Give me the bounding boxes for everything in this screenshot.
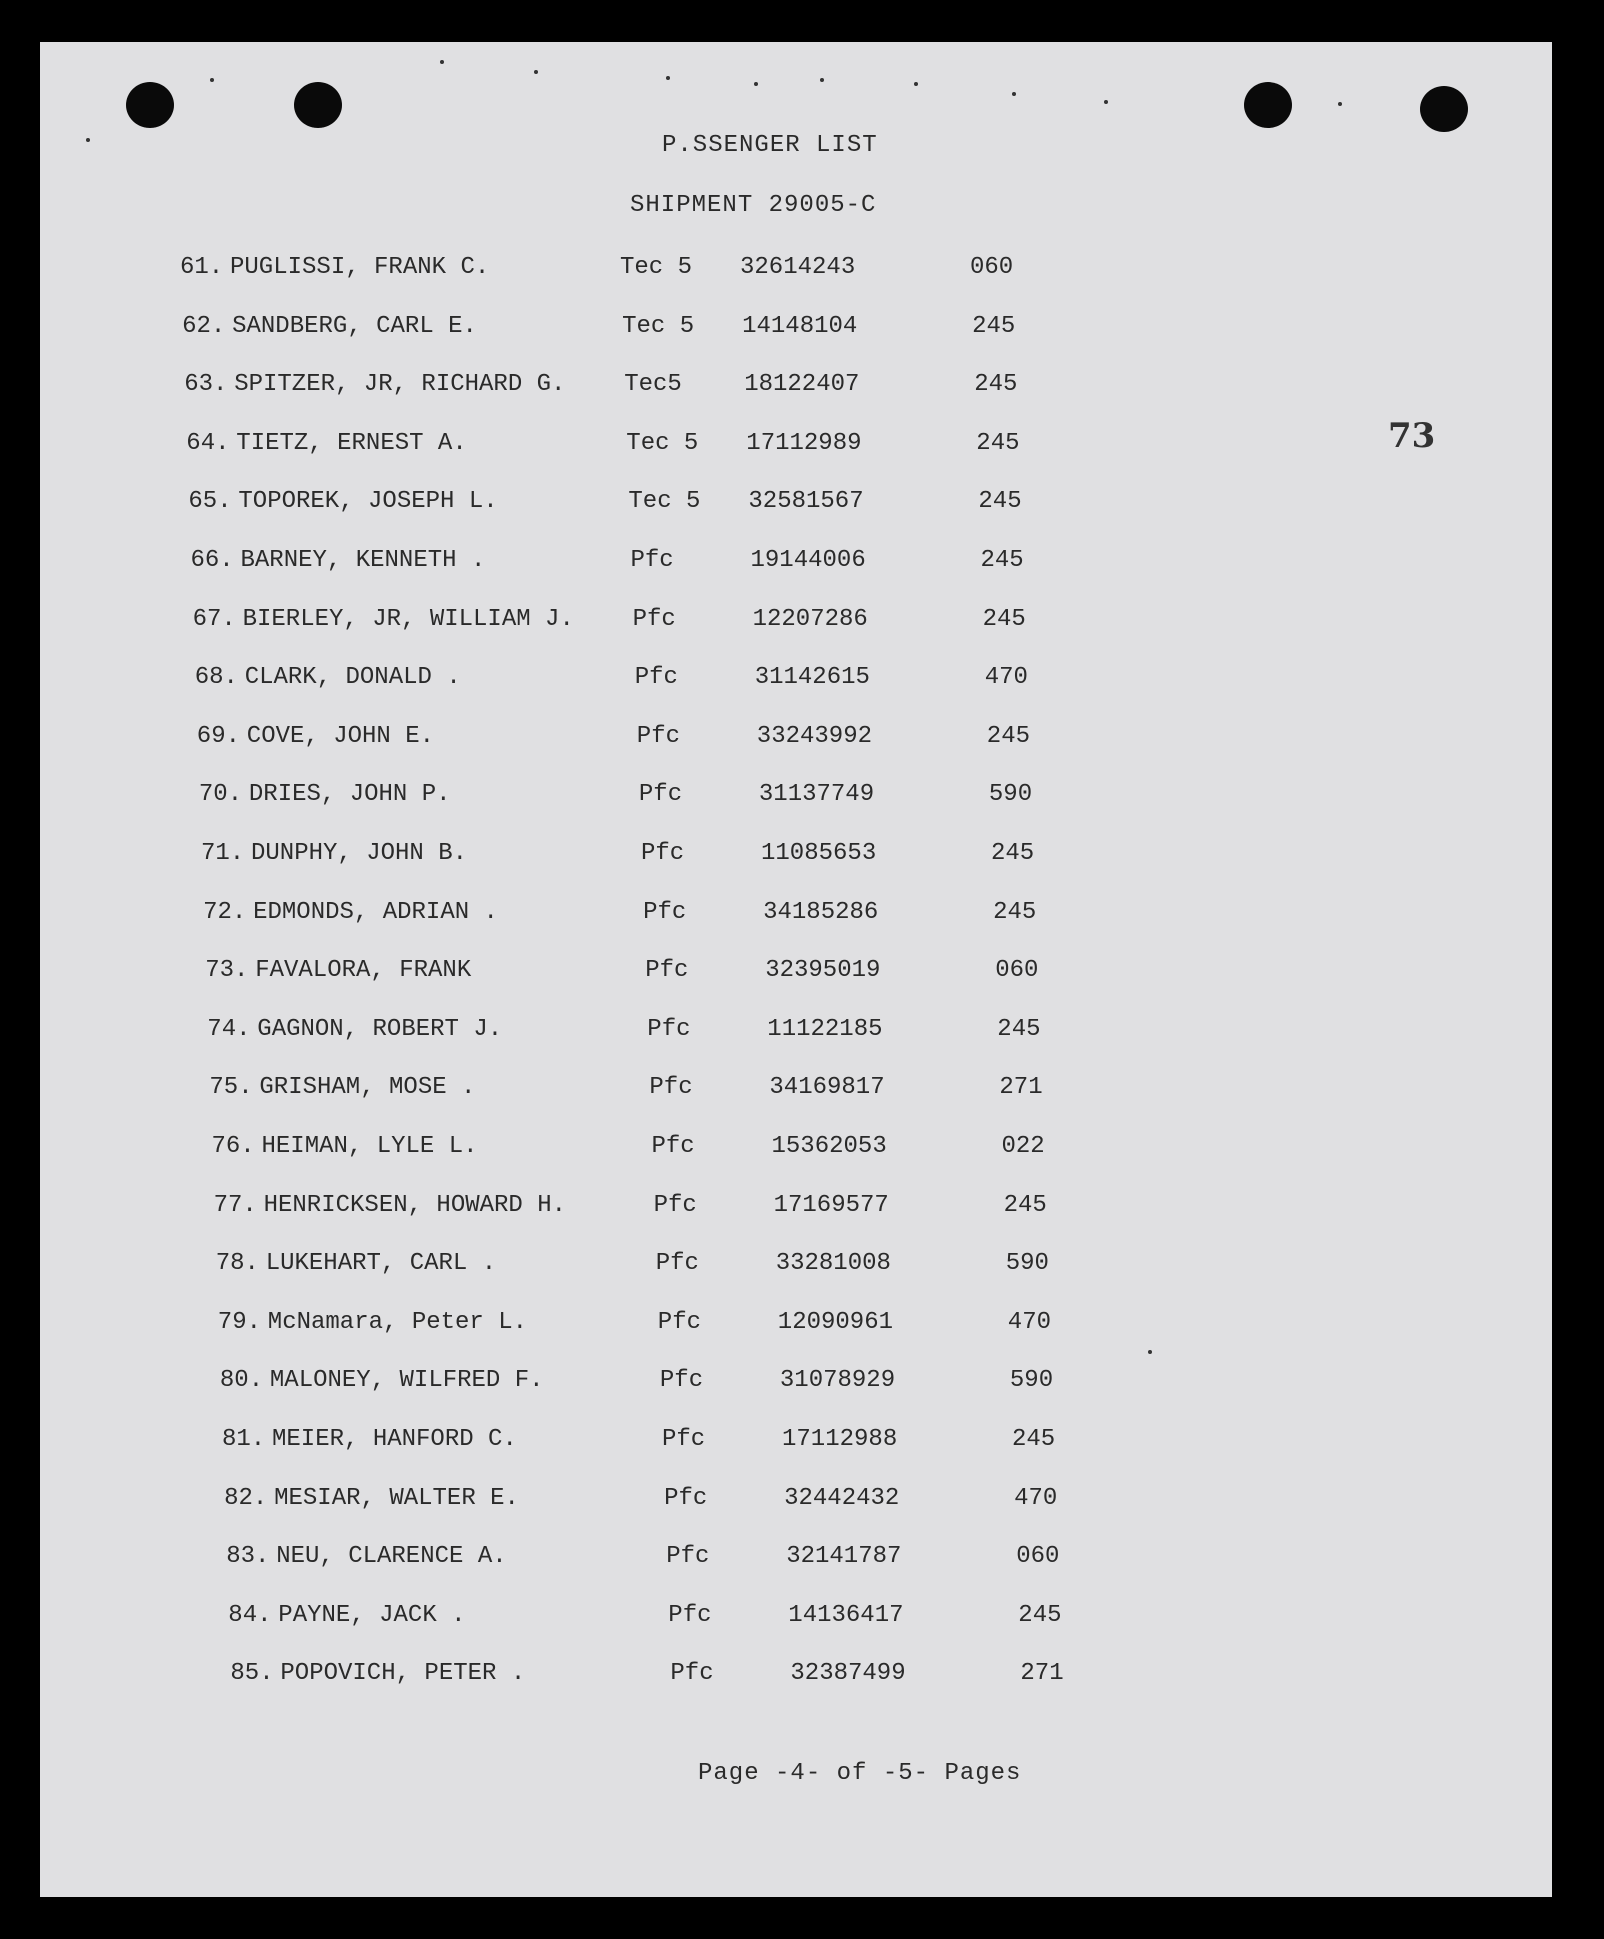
passenger-rank: Pfc	[634, 664, 678, 692]
passenger-name: HEIMAN, LYLE L.	[261, 1133, 478, 1160]
passenger-name: GRISHAM, MOSE .	[259, 1074, 476, 1102]
passenger-row	[193, 606, 1153, 640]
passenger-row	[220, 1367, 1180, 1401]
passenger-rank: Tec 5	[620, 254, 693, 281]
passenger-number: 64.	[186, 429, 230, 457]
passenger-serial-number: 14148104	[742, 312, 858, 340]
passenger-row	[186, 430, 1146, 464]
passenger-code: 245	[982, 605, 1026, 633]
passenger-code: 060	[970, 254, 1014, 281]
passenger-row	[205, 957, 1165, 991]
passenger-number: 68.	[194, 664, 238, 692]
passenger-number: 61.	[180, 254, 224, 281]
passenger-row	[197, 723, 1157, 757]
passenger-number: 77.	[213, 1191, 257, 1219]
passenger-rank: Pfc	[653, 1191, 697, 1219]
passenger-serial-number: 31137749	[758, 781, 875, 809]
passenger-number: 81.	[222, 1426, 266, 1453]
passenger-serial-number: 34169817	[769, 1074, 885, 1102]
passenger-code: 245	[991, 840, 1035, 867]
passenger-serial-number: 33281008	[775, 1250, 891, 1278]
passenger-code: 590	[1005, 1250, 1049, 1278]
passenger-rank: Tec 5	[626, 429, 699, 457]
passenger-row	[226, 1543, 1186, 1577]
passenger-code: 590	[988, 781, 1033, 809]
passenger-code: 245	[986, 722, 1031, 750]
passenger-name: McNamara, Peter L.	[267, 1308, 528, 1336]
passenger-rank: Pfc	[647, 1015, 691, 1043]
passenger-code: 245	[972, 312, 1016, 340]
passenger-name: PAYNE, JACK .	[278, 1601, 466, 1629]
passenger-code: 271	[1020, 1660, 1064, 1688]
passenger-row	[207, 1016, 1167, 1050]
document-page	[40, 42, 1552, 1897]
passenger-number: 65.	[188, 488, 232, 516]
passenger-code: 245	[976, 429, 1020, 457]
shipment-number: SHIPMENT 29005-C	[630, 192, 877, 219]
passenger-code: 245	[974, 371, 1018, 399]
passenger-serial-number: 11085653	[761, 840, 877, 867]
passenger-serial-number: 32581567	[748, 488, 864, 516]
passenger-rank: Pfc	[641, 840, 685, 867]
passenger-row	[203, 899, 1163, 933]
passenger-code: 245	[1018, 1601, 1062, 1629]
passenger-row	[209, 1074, 1169, 1108]
passenger-number: 74.	[207, 1015, 251, 1043]
passenger-row	[195, 664, 1155, 698]
passenger-number: 66.	[190, 547, 234, 574]
passenger-row	[188, 488, 1148, 522]
passenger-row	[180, 254, 1140, 288]
passenger-rank: Pfc	[638, 781, 683, 809]
passenger-row	[224, 1485, 1184, 1519]
passenger-serial-number: 14136417	[788, 1601, 904, 1629]
document-title: P.SSENGER LIST	[662, 132, 878, 159]
passenger-code: 245	[1012, 1426, 1056, 1453]
passenger-serial-number: 12090961	[777, 1308, 894, 1336]
passenger-serial-number: 15362053	[771, 1133, 887, 1160]
passenger-rank: Pfc	[630, 547, 674, 574]
passenger-code: 470	[1014, 1484, 1058, 1512]
passenger-serial-number: 17169577	[773, 1191, 889, 1219]
passenger-name: SPITZER, JR, RICHARD G.	[234, 371, 566, 399]
passenger-rank: Pfc	[655, 1250, 699, 1278]
passenger-code: 271	[999, 1074, 1043, 1102]
passenger-row	[222, 1426, 1182, 1460]
passenger-name: EDMONDS, ADRIAN .	[253, 898, 498, 926]
passenger-number: 79.	[217, 1308, 262, 1336]
passenger-number: 76.	[211, 1133, 255, 1160]
passenger-name: PUGLISSI, FRANK C.	[230, 254, 490, 281]
passenger-row	[228, 1602, 1188, 1636]
passenger-name: GAGNON, ROBERT J.	[257, 1015, 503, 1043]
passenger-rank: Pfc	[636, 722, 681, 750]
passenger-rank: Pfc	[662, 1426, 706, 1453]
passenger-row	[214, 1192, 1174, 1226]
passenger-serial-number: 32442432	[784, 1484, 900, 1512]
passenger-code: 245	[1003, 1191, 1047, 1219]
passenger-serial-number: 12207286	[752, 605, 868, 633]
passenger-serial-number: 31142615	[754, 664, 870, 692]
passenger-name: TOPOREK, JOSEPH L.	[238, 488, 498, 516]
passenger-name: MESIAR, WALTER E.	[274, 1484, 519, 1512]
passenger-rank: Pfc	[668, 1601, 712, 1629]
passenger-rank: Tec 5	[628, 488, 701, 516]
passenger-number: 69.	[196, 722, 241, 750]
passenger-rank: Pfc	[645, 957, 689, 985]
passenger-code: 245	[997, 1015, 1041, 1043]
passenger-number: 83.	[226, 1543, 270, 1571]
page-footer: Page -4- of -5- Pages	[698, 1760, 1022, 1787]
passenger-rank: Pfc	[670, 1660, 714, 1688]
passenger-serial-number: 33243992	[756, 722, 873, 750]
passenger-name: CLARK, DONALD .	[244, 664, 461, 692]
passenger-name: DRIES, JOHN P.	[248, 781, 451, 809]
passenger-number: 71.	[201, 840, 245, 867]
passenger-serial-number: 34185286	[763, 898, 879, 926]
passenger-name: BIERLEY, JR, WILLIAM J.	[242, 605, 574, 633]
passenger-number: 84.	[228, 1601, 272, 1629]
passenger-row	[201, 840, 1161, 874]
passenger-code: 060	[995, 957, 1039, 985]
passenger-name: SANDBERG, CARL E.	[232, 312, 477, 340]
passenger-row	[230, 1660, 1190, 1694]
passenger-name: MALONEY, WILFRED F.	[269, 1367, 544, 1395]
passenger-row	[218, 1309, 1178, 1343]
passenger-rank: Pfc	[664, 1484, 708, 1512]
passenger-name: MEIER, HANFORD C.	[272, 1426, 517, 1453]
passenger-rank: Pfc	[659, 1367, 704, 1395]
passenger-number: 67.	[192, 605, 236, 633]
passenger-serial-number: 17112988	[782, 1426, 898, 1453]
passenger-serial-number: 32395019	[765, 957, 881, 985]
passenger-rank: Pfc	[643, 898, 687, 926]
passenger-name: POPOVICH, PETER .	[280, 1660, 526, 1688]
passenger-number: 78.	[215, 1250, 259, 1278]
passenger-code: 022	[1001, 1133, 1045, 1160]
passenger-rank: Pfc	[649, 1074, 693, 1102]
passenger-number: 75.	[209, 1074, 253, 1102]
passenger-number: 62.	[182, 312, 226, 340]
passenger-name: COVE, JOHN E.	[246, 722, 435, 750]
passenger-serial-number: 31078929	[779, 1367, 896, 1395]
passenger-number: 82.	[224, 1484, 268, 1512]
passenger-name: NEU, CLARENCE A.	[276, 1543, 507, 1571]
passenger-number: 73.	[205, 957, 249, 985]
passenger-row	[182, 313, 1142, 347]
passenger-rank: Pfc	[632, 605, 676, 633]
passenger-name: DUNPHY, JOHN B.	[251, 840, 468, 867]
passenger-number: 63.	[184, 371, 228, 399]
passenger-row	[191, 547, 1151, 581]
passenger-code: 060	[1016, 1543, 1060, 1571]
passenger-serial-number: 17112989	[746, 429, 862, 457]
passenger-name: BARNEY, KENNETH .	[240, 547, 486, 574]
passenger-rank: Tec 5	[622, 312, 695, 340]
passenger-rank: Pfc	[657, 1308, 702, 1336]
passenger-number: 72.	[203, 898, 247, 926]
passenger-row	[212, 1133, 1172, 1167]
passenger-serial-number: 32387499	[790, 1660, 906, 1688]
passenger-row	[216, 1250, 1176, 1284]
passenger-number: 80.	[219, 1367, 264, 1395]
passenger-number: 85.	[230, 1660, 274, 1688]
passenger-serial-number: 19144006	[750, 547, 866, 574]
passenger-name: FAVALORA, FRANK	[255, 957, 472, 985]
passenger-code: 245	[978, 488, 1022, 516]
passenger-number: 70.	[198, 781, 243, 809]
passenger-serial-number: 32141787	[786, 1543, 902, 1571]
passenger-row	[199, 781, 1159, 815]
folio-number: 73	[1388, 416, 1436, 456]
passenger-code: 470	[1007, 1308, 1052, 1336]
passenger-serial-number: 18122407	[744, 371, 860, 399]
passenger-code: 470	[984, 664, 1028, 692]
passenger-name: HENRICKSEN, HOWARD H.	[263, 1191, 567, 1219]
passenger-name: TIETZ, ERNEST A.	[236, 429, 467, 457]
passenger-code: 590	[1009, 1367, 1054, 1395]
passenger-code: 245	[993, 898, 1037, 926]
passenger-list	[40, 42, 1552, 1897]
passenger-rank: Pfc	[651, 1133, 695, 1160]
passenger-rank: Pfc	[666, 1543, 710, 1571]
passenger-serial-number: 11122185	[767, 1015, 883, 1043]
passenger-name: LUKEHART, CARL .	[265, 1250, 497, 1278]
passenger-rank: Tec5	[624, 371, 682, 399]
passenger-serial-number: 32614243	[740, 254, 856, 281]
passenger-code: 245	[980, 547, 1024, 574]
passenger-row	[184, 371, 1144, 405]
